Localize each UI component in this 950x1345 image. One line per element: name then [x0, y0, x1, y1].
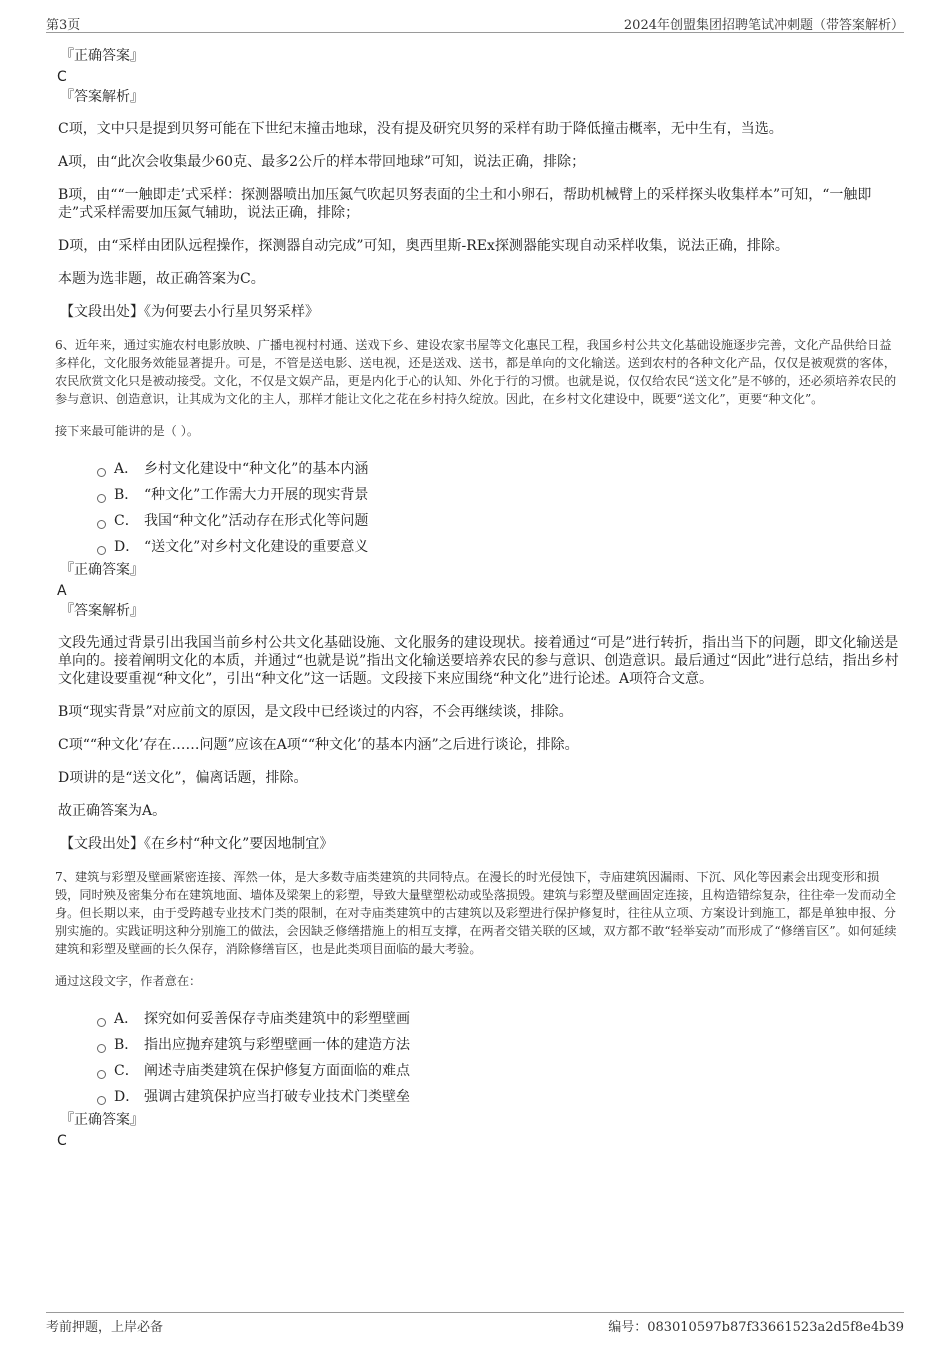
question-stem: 6、近年来，通过实施农村电影放映、广播电视村村通、送戏下乡、建设农家书屋等文化惠民工程，我国乡村公共文化基础设施逐步完善，文化产品供给日益多样化，文化服务效能显著提升。可是，不管是送电影、送电视，还是送戏、送书，都是单向的文化输送。送到农村的各种文化产品，仅仅是被观赏的客体，农民欣赏文化只是被动接受。文化，不仅是文娱产品，更是内化于心的认知、外化于行的习惯。也就是说，仅仅给农民“送文化”是不够的，还必须培养农民的参与意识、创造意识，让其成为文化的主人，那样才能让文化之花在乡村持久绽放。因此，在乡村文化建设中，既要“送文化”，更要“种文化”。 [55, 338, 897, 406]
answer-label: 『正确答案』 [60, 48, 144, 64]
explain-paragraph: B项“现实背景”对应前文的原因，是文段中已经谈过的内容，不会再继续谈，排除。 [58, 704, 573, 720]
analysis-label: 『答案解析』 [60, 89, 144, 105]
option-letter: C． [114, 1063, 139, 1079]
explain-paragraph: 故正确答案为A。 [58, 803, 167, 819]
option-text: “送文化”对乡村文化建设的重要意义 [144, 539, 369, 555]
source-citation: 【文段出处】《在乡村“种文化”要因地制宜》 [60, 836, 334, 852]
option-text: 探究如何妥善保存寺庙类建筑中的彩塑壁画 [144, 1011, 410, 1027]
page-header [46, 12, 904, 33]
option-c[interactable] [97, 1058, 900, 1084]
option-a[interactable] [97, 1006, 900, 1032]
explain-paragraph: 文段先通过背景引出我国当前乡村公共文化基础设施、文化服务的建设现状。接着通过“可是”进行转折，指出当下的问题，即文化输送是单向的。接着阐明文化的本质，并通过“也就是说”指出文化输送要培养农民的参与意识、创造意识。最后通过“因此”进行总结，指出乡村文化建设要重视“种文化”，引出“种文化”这一话题。文段接下来应围绕“种文化”进行论述。A项符合文意。 [58, 635, 899, 687]
option-text: “种文化”工作需大力开展的现实背景 [144, 487, 369, 503]
option-letter: C． [114, 513, 139, 529]
question-prompt: 接下来最可能讲的是（ ）。 [55, 424, 200, 438]
radio-icon[interactable] [97, 1070, 106, 1079]
option-b[interactable] [97, 1032, 900, 1058]
option-letter: B． [114, 487, 139, 503]
radio-icon[interactable] [97, 1096, 106, 1105]
option-d[interactable] [97, 1084, 900, 1110]
option-text: 指出应抛弃建筑与彩塑壁画一体的建造方法 [144, 1037, 410, 1053]
explain-paragraph: C项““种文化’存在……问题”应该在A项““种文化’的基本内涵”之后进行谈论，排除。 [58, 737, 579, 753]
radio-icon[interactable] [97, 546, 106, 555]
explain-paragraph: B项，由““一触即走’式采样：探测器喷出加压氮气吹起贝努表面的尘土和小卵石，帮助机械臂上的采样探头收集样本”可知，“一触即走”式采样需要加压氮气辅助，说法正确，排除； [58, 187, 872, 221]
analysis-label: 『答案解析』 [60, 603, 144, 619]
explain-paragraph: 本题为选非题，故正确答案为C。 [58, 271, 265, 287]
explain-paragraph: C项，文中只是提到贝努可能在下世纪末撞击地球，没有提及研究贝努的采样有助于降低撞击概率，无中生有，当选。 [58, 121, 783, 137]
page-footer [46, 1312, 904, 1337]
answer-value: C [57, 1133, 67, 1149]
option-list [97, 1006, 900, 1110]
answer-label: 『正确答案』 [60, 562, 144, 578]
radio-icon[interactable] [97, 520, 106, 529]
answer-value: C [57, 69, 67, 85]
radio-icon[interactable] [97, 1044, 106, 1053]
option-text: 强调古建筑保护应当打破专业技术门类壁垒 [144, 1089, 410, 1105]
option-letter: D． [114, 539, 140, 555]
option-letter: A． [114, 1011, 139, 1027]
question-prompt: 通过这段文字，作者意在： [55, 974, 202, 988]
radio-icon[interactable] [97, 468, 106, 477]
option-letter: D． [114, 1089, 140, 1105]
answer-label: 『正确答案』 [60, 1112, 144, 1128]
document-id: 编号：083010597b87f33661523a2d5f8e4b39 [608, 1320, 904, 1335]
option-text: 我国“种文化”活动存在形式化等问题 [144, 513, 369, 529]
option-letter: B． [114, 1037, 139, 1053]
option-b[interactable] [97, 482, 900, 508]
footer-slogan: 考前押题，上岸必备 [46, 1320, 164, 1335]
explain-paragraph: A项，由“此次会收集最少60克、最多2公斤的样本带回地球”可知，说法正确，排除； [58, 154, 586, 170]
option-a[interactable] [97, 456, 900, 482]
option-text: 乡村文化建设中“种文化”的基本内涵 [144, 461, 369, 477]
option-letter: A． [114, 461, 139, 477]
option-d[interactable] [97, 534, 900, 560]
question-stem: 7、建筑与彩塑及壁画紧密连接、浑然一体，是大多数寺庙类建筑的共同特点。在漫长的时光侵蚀下，寺庙建筑因漏雨、下沉、风化等因素会出现变形和损毁，同时殃及密集分布在建筑地面、墙体及梁架上的彩塑，导致大量壁塑松动或坠落损毁。建筑与彩塑及壁画固定连接，且构造错综复杂，往往牵一发而动全身。但长期以来，由于受跨越专业技术门类的限制，在对寺庙类建筑中的古建筑以及彩塑进行保护修复时，往往从立项、方案设计到施工，都是单独申报、分别实施的。实践证明这种分别施工的做法，会因缺乏修缮措施上的相互支撑，在两者交错关联的区域，双方都不敢“轻举妄动”而形成了“修缮盲区”。如何延续建筑和彩塑及壁画的长久保存，消除修缮盲区，也是此类项目面临的最大考验。 [55, 870, 897, 956]
radio-icon[interactable] [97, 494, 106, 503]
option-text: 阐述寺庙类建筑在保护修复方面面临的难点 [144, 1063, 410, 1079]
document-title: 2024年创盟集团招聘笔试冲刺题（带答案解析） [623, 18, 904, 33]
page-content [55, 46, 900, 1151]
source-citation: 【文段出处】《为何要去小行星贝努采样》 [60, 304, 319, 320]
explain-paragraph: D项，由“采样由团队远程操作，探测器自动完成”可知，奥西里斯-REx探测器能实现自动采样收集，说法正确，排除。 [58, 238, 789, 254]
explain-paragraph: D项讲的是“送文化”，偏离话题，排除。 [58, 770, 308, 786]
answer-value: A [57, 583, 67, 599]
radio-icon[interactable] [97, 1018, 106, 1027]
option-c[interactable] [97, 508, 900, 534]
option-list [97, 456, 900, 560]
page-number: 第3页 [46, 18, 81, 33]
